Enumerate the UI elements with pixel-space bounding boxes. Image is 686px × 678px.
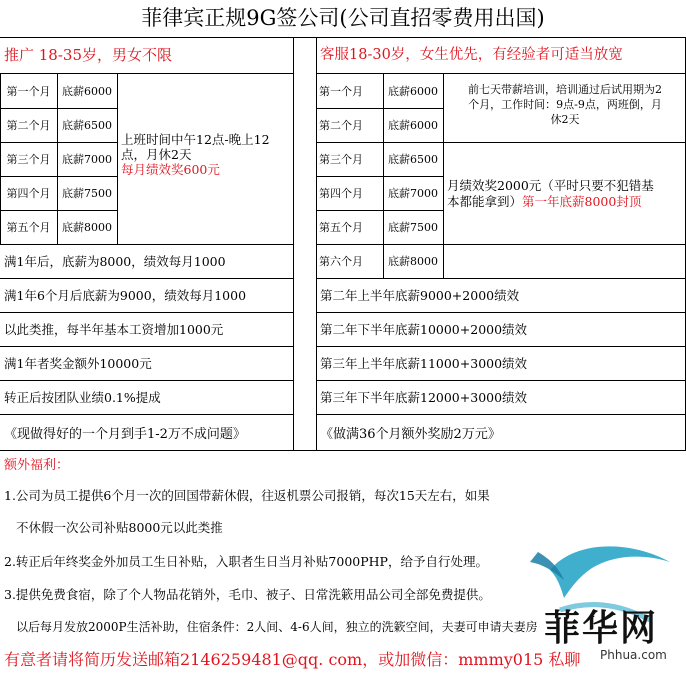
- left-row-3: 以此类推，每半年基本工资增加1000元: [4, 322, 224, 337]
- right-note-mid-line2: 本都能拿到）: [447, 194, 523, 209]
- benefit-item-3: 3.提供免费食宿，除了个人物品花销外，毛巾、被子、日常洗簌用品公司全部免费提供。: [4, 587, 491, 602]
- right-note-top-line2: 个月，工作时间：9点-9点，两班倒，月: [468, 98, 662, 111]
- right-salary-6: 底薪8000: [388, 255, 438, 268]
- left-row-4: 满1年者奖金额外10000元: [4, 356, 152, 371]
- watermark-brand: 菲华网: [544, 607, 659, 649]
- left-note-line2: 点，月休2天: [121, 147, 192, 162]
- left-work-hours-note: [121, 132, 291, 177]
- left-salary-4: 底薪7500: [62, 187, 112, 200]
- right-salary-4: 底薪7000: [388, 187, 438, 200]
- left-salary-3: 底薪7000: [62, 153, 112, 166]
- right-month-5: 第五个月: [319, 221, 363, 234]
- left-row-2: 满1年6个月后底薪为9000，绩效每月1000: [4, 288, 247, 303]
- right-training-note: [447, 82, 683, 127]
- watermark-url: Phhua.com: [600, 648, 667, 662]
- left-note-bonus: 每月绩效奖600元: [121, 162, 220, 177]
- right-note-top-line3: 休2天: [550, 113, 580, 126]
- right-note-mid-line1: 月绩效奖2000元（平时只要不犯错基: [447, 178, 654, 193]
- right-salary-1: 底薪6000: [388, 84, 438, 98]
- right-month-3: 第三个月: [319, 153, 363, 166]
- left-note-line1: 上班时间中午12点-晚上12: [121, 132, 270, 147]
- left-month-4: 第四个月: [6, 187, 51, 200]
- right-row-1: 第二年上半年底薪9000+2000绩效: [320, 288, 520, 303]
- right-note-cap: 第一年底薪8000封顶: [522, 194, 642, 209]
- right-salary-5: 底薪7500: [388, 221, 438, 234]
- contact-footer: 有意者请将简历发送邮箱2146259481@qq. com，或加微信：mmmy015 私聊: [4, 650, 581, 669]
- right-month-6: 第六个月: [319, 255, 363, 268]
- right-row-5: 《做满36个月额外奖励2万元》: [320, 426, 501, 442]
- left-row-1: 满1年后，底薪为8000，绩效每月1000: [4, 254, 226, 269]
- right-salary-2: 底薪6000: [388, 119, 438, 132]
- left-salary-2: 底薪6500: [62, 119, 112, 132]
- left-month-1: 第一个月: [6, 84, 51, 98]
- right-panel-header: 客服18-30岁，女生优先，有经验者可适当放宽: [320, 47, 623, 63]
- right-row-4: 第三年下半年底薪12000+3000绩效: [320, 390, 528, 405]
- benefit-item-2: 2.转正后年终奖金外加员工生日补贴，入职者生日当月补贴7000PHP，给予自行处理。: [4, 554, 488, 569]
- right-bonus-note: [447, 178, 683, 210]
- left-row-5: 转正后按团队业绩0.1%提成: [4, 390, 161, 405]
- benefit-item-1: 1.公司为员工提供6个月一次的回国带薪休假，往返机票公司报销，每次15天左右，如果: [4, 488, 490, 503]
- left-salary-1: 底薪6000: [62, 84, 112, 98]
- left-month-3: 第三个月: [6, 153, 51, 166]
- right-row-2: 第二年下半年底薪10000+2000绩效: [320, 322, 528, 337]
- right-note-top-line1: 前七天带薪培训，培训通过后试用期为2: [468, 83, 662, 96]
- right-month-4: 第四个月: [319, 187, 363, 200]
- right-row-3: 第三年上半年底薪11000+3000绩效: [320, 356, 528, 371]
- right-month-1: 第一个月: [319, 84, 363, 98]
- benefit-item-3-cont: 以后每月发放2000P生活补助，住宿条件：2人间、4-6人间，独立的洗簌空间，夫妻可申请夫妻房: [16, 620, 538, 634]
- left-month-5: 第五个月: [6, 221, 51, 234]
- benefit-item-1-cont: 不休假一次公司补贴8000元以此类推: [16, 520, 223, 535]
- left-row-6: 《现做得好的一个月到手1-2万不成问题》: [4, 426, 246, 442]
- left-panel-header: 推广 18-35岁，男女不限: [4, 46, 173, 64]
- benefits-header: 额外福利：: [4, 458, 70, 473]
- page-title: 菲律宾正规9G签公司(公司直招零费用出国): [141, 6, 545, 30]
- right-month-2: 第二个月: [319, 119, 363, 132]
- left-month-2: 第二个月: [6, 119, 51, 132]
- left-salary-5: 底薪8000: [62, 221, 112, 234]
- right-salary-3: 底薪6500: [388, 153, 438, 166]
